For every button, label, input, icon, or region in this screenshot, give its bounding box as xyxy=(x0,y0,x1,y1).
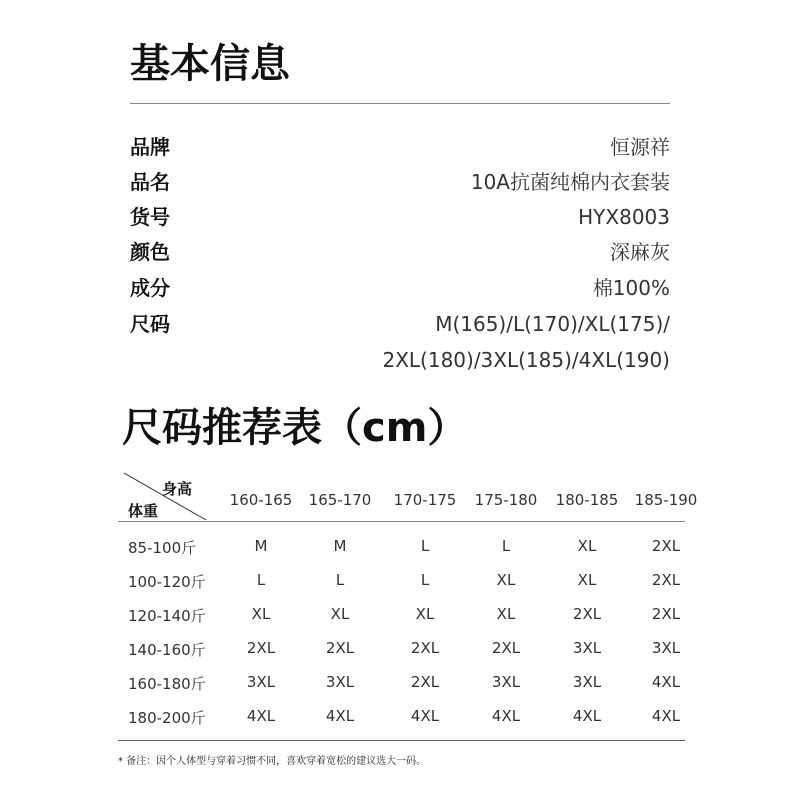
info-value-brand: 恒源祥 xyxy=(610,135,670,159)
size-cell: 2XL xyxy=(246,639,276,657)
corner-height-label: 身高 xyxy=(162,480,193,498)
size-cell: 2XL xyxy=(410,639,440,657)
size-chart-title: 尺码推荐表（cm） xyxy=(122,405,468,451)
size-cell: XL xyxy=(496,571,516,589)
height-column-header: 180-185 xyxy=(555,491,619,509)
size-cell: L xyxy=(420,571,430,589)
info-label-brand: 品牌 xyxy=(130,135,170,159)
info-label-color: 颜色 xyxy=(130,240,170,264)
size-cell: 2XL xyxy=(325,639,355,657)
info-row-size xyxy=(130,307,670,341)
weight-row-label: 85-100斤 xyxy=(128,539,197,557)
info-row-sku xyxy=(130,200,670,234)
size-cell: 3XL xyxy=(572,673,602,691)
weight-row-label: 140-160斤 xyxy=(128,641,206,659)
size-chart-footnote: * 备注：因个人体型与穿着习惯不同，喜欢穿着宽松的建议选大一码。 xyxy=(118,756,427,767)
size-cell: 2XL xyxy=(651,537,681,555)
info-value-size-continued: 2XL(180)/3XL(185)/4XL(190) xyxy=(382,348,670,372)
size-cell: 3XL xyxy=(572,639,602,657)
size-cell: L xyxy=(256,571,266,589)
info-row-color xyxy=(130,235,670,269)
size-chart-table xyxy=(118,470,698,742)
size-cell: 2XL xyxy=(491,639,521,657)
info-value-material: 棉100% xyxy=(592,276,670,300)
size-cell: 2XL xyxy=(410,673,440,691)
info-label-size: 尺码 xyxy=(130,312,170,336)
height-column-header: 185-190 xyxy=(634,491,698,509)
size-cell: 4XL xyxy=(246,707,276,725)
info-label-material: 成分 xyxy=(130,276,170,300)
size-cell: XL xyxy=(251,605,271,623)
size-cell: XL xyxy=(577,537,597,555)
table-bottom-divider xyxy=(118,740,685,741)
height-column-header: 175-180 xyxy=(474,491,538,509)
weight-row-label: 160-180斤 xyxy=(128,675,206,693)
size-cell: XL xyxy=(415,605,435,623)
height-column-header: 160-165 xyxy=(229,491,293,509)
info-row-product-name xyxy=(130,165,670,199)
size-cell: 3XL xyxy=(246,673,276,691)
size-cell: 4XL xyxy=(491,707,521,725)
size-cell: 2XL xyxy=(651,605,681,623)
size-cell: 4XL xyxy=(410,707,440,725)
height-column-header: 170-175 xyxy=(393,491,457,509)
weight-row-label: 180-200斤 xyxy=(128,709,206,727)
size-cell: L xyxy=(501,537,511,555)
weight-row-label: 100-120斤 xyxy=(128,573,206,591)
size-cell: XL xyxy=(577,571,597,589)
size-cell: 4XL xyxy=(325,707,355,725)
basic-info-title: 基本信息 xyxy=(130,41,290,87)
size-cell: XL xyxy=(496,605,516,623)
info-value-size: M(165)/L(170)/XL(175)/ xyxy=(435,312,670,336)
size-cell: L xyxy=(420,537,430,555)
info-row-material xyxy=(130,271,670,305)
size-cell: 4XL xyxy=(572,707,602,725)
size-cell: 3XL xyxy=(325,673,355,691)
size-cell: M xyxy=(254,537,268,555)
size-cell: 3XL xyxy=(651,639,681,657)
table-header-divider xyxy=(118,521,685,522)
info-label-sku: 货号 xyxy=(130,205,170,229)
size-cell: M xyxy=(333,537,347,555)
size-cell: 4XL xyxy=(651,673,681,691)
size-cell: L xyxy=(335,571,345,589)
basic-info-divider xyxy=(130,103,670,104)
info-row-size-continued xyxy=(130,343,670,377)
info-label-product-name: 品名 xyxy=(130,170,170,194)
info-value-color: 深麻灰 xyxy=(610,240,670,264)
info-value-product-name: 10A抗菌纯棉内衣套装 xyxy=(470,170,670,194)
size-cell: XL xyxy=(330,605,350,623)
info-value-sku: HYX8003 xyxy=(578,205,670,229)
height-column-header: 165-170 xyxy=(308,491,372,509)
size-cell: 2XL xyxy=(572,605,602,623)
corner-weight-label: 体重 xyxy=(128,502,159,520)
info-row-brand xyxy=(130,130,670,164)
size-cell: 3XL xyxy=(491,673,521,691)
size-cell: 4XL xyxy=(651,707,681,725)
size-cell: 2XL xyxy=(651,571,681,589)
weight-row-label: 120-140斤 xyxy=(128,607,206,625)
